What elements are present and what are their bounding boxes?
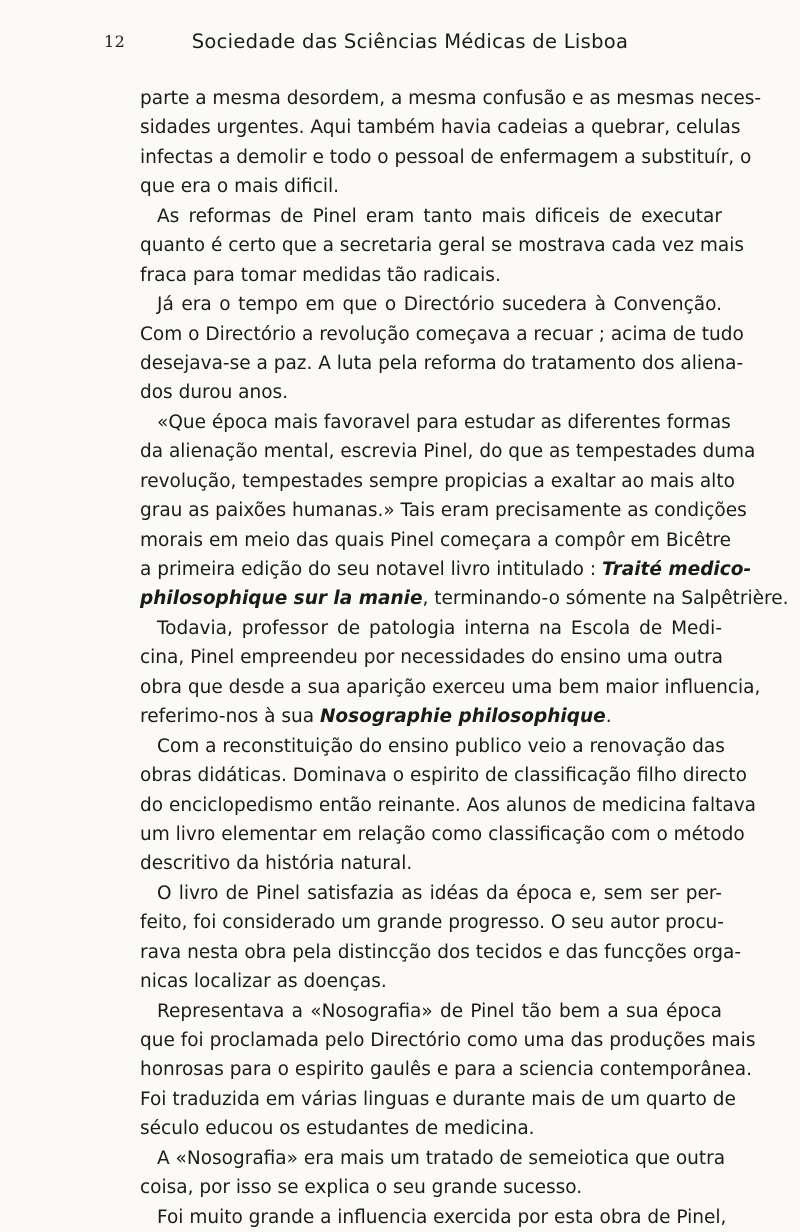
text-run: Com o Directório a revolução começava a recuar ; acima de tudo xyxy=(140,323,744,345)
text-run: dos durou anos. xyxy=(140,382,289,404)
text-line xyxy=(140,967,722,996)
text-run: As reformas de Pinel eram tanto mais dificeis de executar xyxy=(157,205,722,227)
text-line xyxy=(140,702,722,731)
text-run: fraca para tomar medidas tão radicais. xyxy=(140,264,501,286)
text-run: O livro de Pinel satisfazia as idéas da época e, sem ser per- xyxy=(157,882,722,904)
text-line xyxy=(140,172,722,201)
text-line xyxy=(140,320,744,349)
text-line xyxy=(140,1114,722,1143)
text-line xyxy=(140,349,744,378)
text-line xyxy=(140,261,722,290)
text-run: um livro elementar em relação como classificação com o método xyxy=(140,823,745,845)
text-run: coisa, por isso se explica o seu grande sucesso. xyxy=(140,1177,583,1199)
text-line xyxy=(140,643,722,672)
text-run: Já era o tempo em que o Directório sucedera à Convenção. xyxy=(157,294,722,316)
text-line xyxy=(140,84,762,113)
text-line xyxy=(140,820,745,849)
text-line xyxy=(140,584,789,613)
text-line xyxy=(140,791,757,820)
text-line xyxy=(140,1173,722,1202)
text-run: , terminando-o sómente na Salpêtrière. xyxy=(422,588,789,610)
text-line xyxy=(140,113,741,142)
text-run: descritivo da história natural. xyxy=(140,853,413,875)
text-line xyxy=(140,378,722,407)
text-line xyxy=(140,849,722,878)
text-run: Foi traduzida em várias linguas e durante mais de um quarto de xyxy=(140,1088,736,1110)
text-run: do enciclopedismo então reinante. Aos alunos de medicina faltava xyxy=(140,794,757,816)
text-run: feito, foi considerado um grande progresso. O seu autor procu- xyxy=(140,912,724,934)
text-run: Foi muito grande a influencia exercida por esta obra de Pinel, xyxy=(157,1206,727,1228)
text-run: desejava-se a paz. A luta pela reforma do tratamento dos aliena- xyxy=(140,352,744,374)
text-line xyxy=(140,938,742,967)
text-line xyxy=(140,1144,726,1173)
text-run: rava nesta obra pela distincção dos tecidos e das funcções orga- xyxy=(140,941,742,963)
text-run: Com a reconstituição do ensino publico veio a renovação das xyxy=(157,735,725,757)
running-title: Sociedade das Sciências Médicas de Lisboa xyxy=(191,30,629,53)
text-line xyxy=(140,467,735,496)
body-text xyxy=(140,84,789,1232)
text-line xyxy=(140,143,752,172)
text-line xyxy=(140,908,722,937)
text-line xyxy=(140,231,744,260)
text-run: «Que época mais favoravel para estudar as diferentes formas xyxy=(157,411,731,433)
page-number: 12 xyxy=(104,32,126,51)
text-run: revolução, tempestades sempre propicias a exaltar ao mais alto xyxy=(140,470,735,492)
italic-title: Traité medico- xyxy=(602,559,752,580)
text-line xyxy=(140,1055,752,1084)
text-run: que era o mais dificil. xyxy=(140,176,340,198)
text-run: obras didáticas. Dominava o espirito de classificação filho directo xyxy=(140,765,747,787)
text-run: A «Nosografia» era mais um tratado de semeiotica que outra xyxy=(157,1147,726,1169)
text-run: nicas localizar as doenças. xyxy=(140,971,387,993)
text-line xyxy=(140,1203,727,1232)
text-line xyxy=(140,1026,756,1055)
text-run: morais em meio das quais Pinel começara a compôr em Bicêtre xyxy=(140,529,732,551)
text-run: a primeira edição do seu notavel livro intitulado : xyxy=(140,559,602,580)
text-line xyxy=(140,526,732,555)
text-run: século educou os estudantes de medicina. xyxy=(140,1118,535,1140)
text-run: referimo-nos à sua xyxy=(140,706,320,728)
text-line xyxy=(140,437,756,466)
text-line xyxy=(140,202,722,231)
text-run: Representava a «Nosografia» de Pinel tão bem a sua época xyxy=(157,1000,722,1022)
text-run: que foi proclamada pelo Directório como uma das produções mais xyxy=(140,1030,756,1051)
text-run: sidades urgentes. Aqui também havia cadeias a quebrar, celulas xyxy=(140,117,741,139)
text-run: grau as paixões humanas.» Tais eram precisamente as condições xyxy=(140,500,747,522)
text-line xyxy=(140,496,747,525)
text-line xyxy=(140,555,752,584)
text-line xyxy=(140,673,761,702)
text-run: obra que desde a sua aparição exerceu uma bem maior influencia, xyxy=(140,676,761,698)
text-run: honrosas para o espirito gaulês e para a sciencia contemporânea. xyxy=(140,1059,752,1081)
italic-title: Nosographie philosophique xyxy=(319,706,606,728)
text-line xyxy=(140,1085,736,1114)
text-run: . xyxy=(605,706,612,728)
text-line xyxy=(140,614,722,643)
text-run: parte a mesma desordem, a mesma confusão e as mesmas neces- xyxy=(140,88,762,109)
text-line xyxy=(140,761,747,790)
text-run: cina, Pinel empreendeu por necessidades do ensino uma outra xyxy=(140,647,724,669)
text-line xyxy=(140,408,731,437)
text-run: quanto é certo que a secretaria geral se mostrava cada vez mais xyxy=(140,235,744,257)
text-line xyxy=(140,879,722,908)
text-run: da alienação mental, escrevia Pinel, do que as tempestades duma xyxy=(140,441,756,463)
text-run: Todavia, professor de patologia interna na Escola de Medi- xyxy=(157,617,722,639)
text-line xyxy=(140,732,725,761)
text-run: infectas a demolir e todo o pessoal de enfermagem a substituír, o xyxy=(140,146,752,168)
italic-title: philosophique sur la manie xyxy=(140,588,423,610)
text-line xyxy=(140,997,722,1026)
text-line xyxy=(140,290,722,319)
